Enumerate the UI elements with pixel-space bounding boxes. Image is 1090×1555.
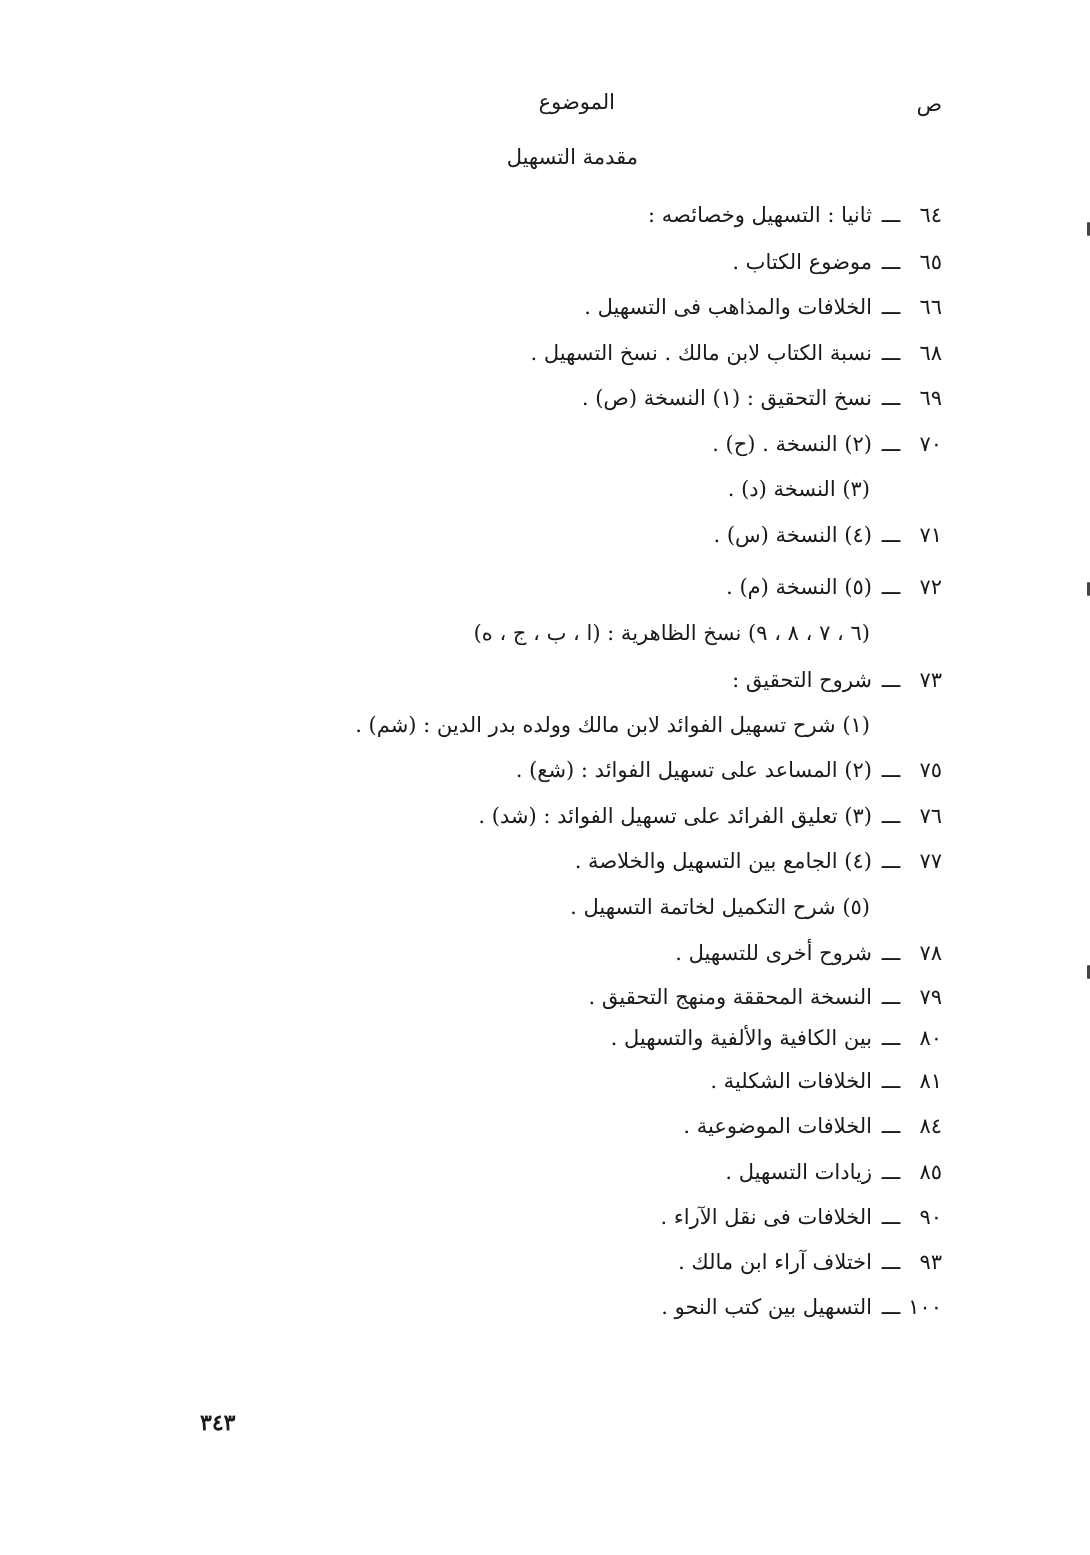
entry-page-number: ٨٥ [919, 1159, 942, 1184]
entry-page-number: ٧٦ [919, 803, 942, 828]
entry-dash: ـــ [881, 340, 901, 365]
entry-dash: ـــ [881, 803, 901, 828]
entry-dash: ـــ [881, 848, 901, 873]
entry-dash: ـــ [881, 1025, 901, 1050]
entry-text: (٣) تعليق الفرائد على تسهيل الفوائد : (شد) . [478, 803, 872, 828]
entry-dash: ـــ [881, 984, 901, 1009]
entry-dash: ـــ [881, 1249, 901, 1274]
entry-dash: ـــ [881, 1294, 901, 1319]
toc-entry [162, 847, 942, 879]
entry-page-number: ٧١ [919, 522, 942, 547]
toc-entry [162, 1203, 942, 1235]
toc-entry [162, 666, 942, 698]
entry-text: موضوع الكتاب . [732, 249, 872, 274]
entry-page-number: ٧٥ [919, 757, 942, 782]
entry-dash: ـــ [881, 522, 901, 547]
entry-dash: ـــ [881, 385, 901, 410]
entry-page-number: ٦٤ [919, 202, 942, 227]
entry-text: (٣) النسخة (د) . [727, 476, 870, 501]
toc-subentry [162, 475, 942, 507]
entry-text: الخلافات والمذاهب فى التسهيل . [584, 294, 872, 319]
entry-text: (٢) النسخة . (ح) . [712, 431, 872, 456]
entry-dash: ـــ [881, 202, 901, 227]
toc-entry [162, 339, 942, 371]
toc-entry [162, 384, 942, 416]
entry-dash: ـــ [881, 574, 901, 599]
toc-entry [162, 1067, 942, 1099]
entry-text: الخلافات فى نقل الآراء . [660, 1204, 872, 1229]
toc-subentry [122, 711, 942, 743]
entry-page-number: ٦٩ [919, 385, 942, 410]
toc-entry [162, 983, 942, 1015]
entry-dash: ـــ [881, 1068, 901, 1093]
entry-page-number: ٧٠ [919, 431, 942, 456]
entry-page-number: ٦٦ [919, 294, 942, 319]
entry-text: (٥) شرح التكميل لخاتمة التسهيل . [570, 894, 870, 919]
toc-entry [162, 521, 942, 553]
entry-text: اختلاف آراء ابن مالك . [678, 1249, 872, 1274]
toc-entry [162, 802, 942, 834]
entry-page-number: ٨٤ [919, 1113, 942, 1138]
entry-dash: ـــ [881, 757, 901, 782]
entry-text: (١) شرح تسهيل الفوائد لابن مالك وولده بدر الدين : (شم) . [355, 712, 870, 737]
entry-dash: ـــ [881, 431, 901, 456]
entry-page-number: ٩٠ [919, 1204, 942, 1229]
entry-dash: ـــ [881, 667, 901, 692]
entry-dash: ـــ [881, 294, 901, 319]
entry-page-number: ١٠٠ [908, 1294, 942, 1319]
entry-text: التسهيل بين كتب النحو . [661, 1294, 872, 1319]
toc-entry [162, 1024, 942, 1056]
entry-dash: ـــ [881, 1113, 901, 1138]
entry-text: نسبة الكتاب لابن مالك . نسخ التسهيل . [530, 340, 872, 365]
toc-entry [162, 1112, 942, 1144]
entry-text: (٤) النسخة (س) . [713, 522, 872, 547]
entry-page-number: ٧٣ [919, 667, 942, 692]
topic-column-header: الموضوع [538, 90, 615, 114]
entry-text: النسخة المحققة ومنهج التحقيق . [588, 984, 872, 1009]
entry-text: (٢) المساعد على تسهيل الفوائد : (شع) . [515, 757, 872, 782]
toc-entry [162, 201, 942, 233]
footer-page-number: ٣٤٣ [200, 1410, 236, 1436]
entry-text: زيادات التسهيل . [725, 1159, 872, 1184]
toc-entry [162, 1158, 942, 1190]
entry-dash: ـــ [881, 1159, 901, 1184]
toc-subentry [122, 619, 942, 651]
toc-entry [162, 293, 942, 325]
entry-text: (٦ ، ٧ ، ٨ ، ٩) نسخ الظاهرية : (ا ، ب ، ج ، ه) [473, 620, 870, 645]
entry-page-number: ٩٣ [919, 1249, 942, 1274]
toc-entry [162, 756, 942, 788]
section-title: مقدمة التسهيل [506, 145, 638, 169]
entry-page-number: ٨١ [919, 1068, 942, 1093]
toc-entry [162, 430, 942, 462]
entry-page-number: ٨٠ [919, 1025, 942, 1050]
toc-entry [162, 248, 942, 280]
entry-text: الخلافات الموضوعية . [683, 1113, 872, 1138]
entry-page-number: ٧٨ [919, 940, 942, 965]
entry-dash: ـــ [881, 249, 901, 274]
entry-text: بين الكافية والألفية والتسهيل . [610, 1025, 872, 1050]
toc-entry [162, 1248, 942, 1280]
entry-page-number: ٦٥ [919, 249, 942, 274]
entry-page-number: ٦٨ [919, 340, 942, 365]
toc-subentry [162, 893, 942, 925]
page-column-header: ص [916, 92, 942, 116]
entry-page-number: ٧٩ [919, 984, 942, 1009]
toc-entry [162, 939, 942, 971]
entry-text: (٥) النسخة (م) . [726, 574, 872, 599]
entry-dash: ـــ [881, 1204, 901, 1229]
entry-text: ثانيا : التسهيل وخصائصه : [648, 202, 872, 227]
entry-page-number: ٧٧ [919, 848, 942, 873]
entry-text: الخلافات الشكلية . [710, 1068, 872, 1093]
entry-dash: ـــ [881, 940, 901, 965]
toc-entry [162, 1293, 942, 1325]
entry-text: نسخ التحقيق : (١) النسخة (ص) . [581, 385, 872, 410]
toc-entry [162, 573, 942, 605]
entry-page-number: ٧٢ [919, 574, 942, 599]
entry-text: شروح التحقيق : [732, 667, 872, 692]
entry-text: (٤) الجامع بين التسهيل والخلاصة . [574, 848, 872, 873]
entry-text: شروح أخرى للتسهيل . [675, 940, 872, 965]
